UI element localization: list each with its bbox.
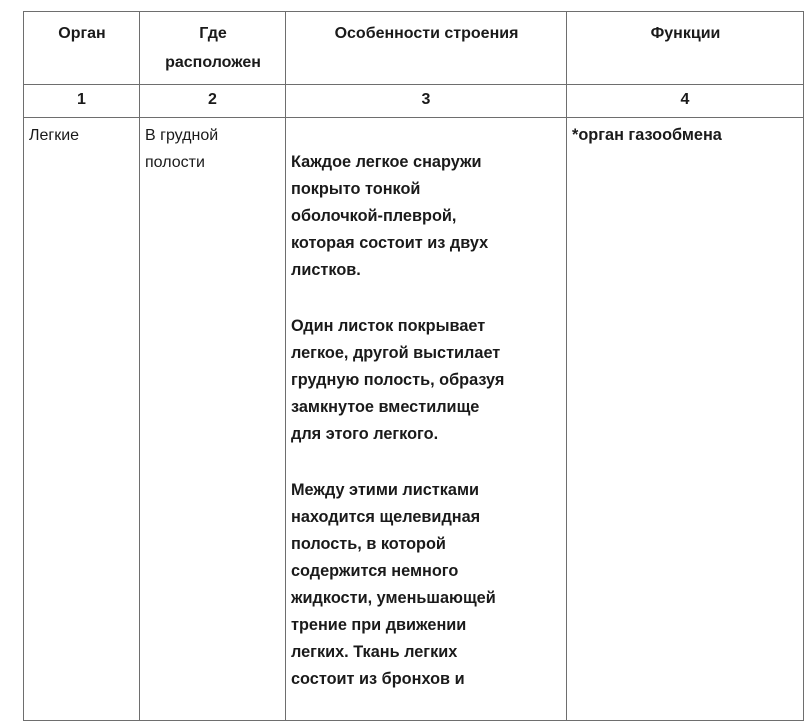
cell-structure	[286, 118, 567, 721]
cell-organ	[24, 118, 140, 721]
header-cell-function	[567, 12, 804, 85]
header-cell-organ	[24, 12, 140, 85]
number-cell-3	[286, 85, 567, 118]
table-header-row	[24, 12, 804, 85]
organ-table	[23, 11, 804, 721]
location-value: В грудной полости	[145, 127, 219, 171]
number-cell-1	[24, 85, 140, 118]
structure-text	[286, 118, 566, 720]
table-row	[24, 118, 804, 721]
cell-location	[140, 118, 286, 721]
header-location-label: Где расположен	[165, 25, 261, 71]
header-cell-location	[140, 12, 286, 85]
header-cell-structure	[286, 12, 567, 85]
column-number-3: 3	[421, 91, 431, 108]
header-organ-label: Орган	[58, 25, 106, 42]
structure-paragraph-3: Между этими листками находится щелевидная полость, в которой содержится немного жидкости, уменьшающей трение при движении легких. Ткань легких состоит из бронхов и	[291, 481, 496, 688]
column-number-2: 2	[208, 91, 217, 108]
organ-value: Легкие	[29, 127, 80, 144]
number-cell-2	[140, 85, 286, 118]
function-value: *орган газообмена	[572, 126, 722, 144]
number-cell-4	[567, 85, 804, 118]
structure-paragraph-1: Каждое легкое снаружи покрыто тонкой оболочкой-плеврой, которая состоит из двух листков.	[291, 153, 489, 279]
structure-paragraph-2: Один листок покрывает легкое, другой выстилает грудную полость, образуя замкнутое вместилище для этого легкого.	[291, 317, 505, 443]
column-number-4: 4	[680, 91, 690, 108]
cell-function	[567, 118, 804, 721]
column-number-row	[24, 85, 804, 118]
header-structure-label: Особенности строения	[334, 25, 519, 42]
header-function-label: Функции	[650, 25, 721, 42]
column-number-1: 1	[77, 91, 86, 108]
